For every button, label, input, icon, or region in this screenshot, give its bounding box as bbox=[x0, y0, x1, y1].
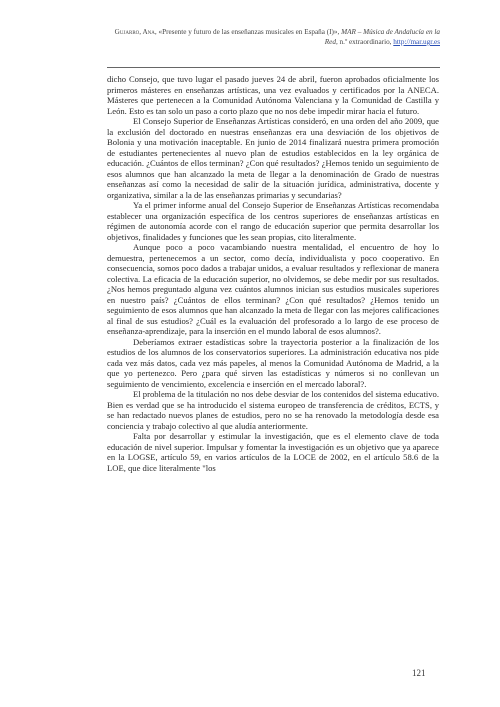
header-url-link[interactable]: http://mar.ugr.es bbox=[393, 38, 440, 46]
header-issue: n.º extraordinario, bbox=[339, 38, 392, 46]
page-number: 121 bbox=[412, 668, 426, 678]
header-title: «Presente y futuro de las enseñanzas musicales en España (I)», bbox=[158, 28, 340, 36]
header-author: Gujarro, Ana, bbox=[114, 28, 157, 36]
paragraph-4: Aunque poco a poco vacambiando nuestra mentalidad, el encuentro de hoy lo demuestra, pertenecemos a un sector, como decía, individualista y poco cooperativo. En consecuencia, somos poco dados a trabajar unidos, a evaluar resultados y reflexionar de manera colectiva. La eficacia de la educación superior, no olvidemos, se debe medir por sus resultados. ¿Nos hemos preguntado alguna vez cuántos alumnos inician sus estudios musicales superiores en nuestro país? ¿Cuántos de ellos terminan? ¿Con qué resultados? ¿Hemos tenido un seguimiento de esos alumnos que han alcanzado la meta de llegar con las mejores calificaciones al final de sus estudios? ¿Cuál es la evaluación del profesorado a lo largo de ese proceso de enseñanza-aprendizaje, para la inserción en el mundo laboral de esos alumnos?. bbox=[107, 242, 439, 336]
paragraph-7: Falta por desarrollar y estimular la investigación, que es el elemento clave de toda educación de nivel superior. Impulsar y fomentar la investigación es un objetivo que ya aparece en la LOGSE, artículo 59, en varios artículos de la LOCE de 2002, en el artículo 58.6 de la LOE, que dice literalmente "los bbox=[107, 431, 439, 473]
running-header bbox=[100, 27, 440, 47]
body-text bbox=[107, 74, 439, 473]
paragraph-6: El problema de la titulación no nos debe desviar de los contenidos del sistema educativo. Bien es verdad que se ha introducido el sistema europeo de transferencia de créditos, ECTS, y se han redactado nuevos planes de estudios, pero no se ha renovado la metodología desde esa conciencia y trabajo colectivo al que aludía anteriormente. bbox=[107, 389, 439, 431]
paragraph-3: Ya el primer informe anual del Consejo Superior de Enseñanzas Artísticas recomendaba establecer una organización específica de los centros superiores de enseñanzas artísticas en régimen de autonomía acorde con el rango de educación superior que permita desarrollar los objetivos, finalidades y funciones que les sean propias, cito literalmente. bbox=[107, 200, 439, 242]
paragraph-5: Deberíamos extraer estadísticas sobre la trayectoria posterior a la finalización de los estudios de los alumnos de los conservatorios superiores. La administración educativa nos pide cada vez más datos, cada vez más papeles, al menos la Comunidad Autónoma de Madrid, a la que yo pertenezco. Pero ¿para qué sirven las estadísticas y números si no conllevan un seguimiento de vencimiento, excelencia e inserción en el mercado laboral?. bbox=[107, 336, 439, 389]
header-divider bbox=[107, 67, 440, 68]
header-journal: MAR – Música de Andalucía en la Red, bbox=[324, 28, 440, 46]
paragraph-2: El Consejo Superior de Enseñanzas Artísticas consideró, en una orden del año 2009, que la exclusión del doctorado en nuestras enseñanzas era una desviación de los objetivos de Bolonia y una motivación inaceptable. En junio de 2014 finalizará nuestra primera promoción de estudiantes pertenecientes al nuevo plan de estudios establecidos en la ley orgánica de educación. ¿Cuántos de ellos terminan? ¿Con qué resultados? ¿Hemos tenido un seguimiento de esos alumnos que han alcanzado la meta de llegar a la denominación de Grado de nuestras enseñanzas así como la necesidad de salir de la situación jurídica, administrativa, docente y organizativa, similar a la de las enseñanzas primarias y secundarias? bbox=[107, 116, 439, 200]
paragraph-1: dicho Consejo, que tuvo lugar el pasado jueves 24 de abril, fueron aprobados oficialmente los primeros másteres en enseñanzas artísticas, una vez evaluados y certificados por la ANECA. Másteres que pertenecen a la Comunidad Autónoma Valenciana y la Comunidad de Castilla y León. Esto es tan solo un paso a corto plazo que no nos debe impedir mirar hacia el futuro. bbox=[107, 74, 439, 116]
